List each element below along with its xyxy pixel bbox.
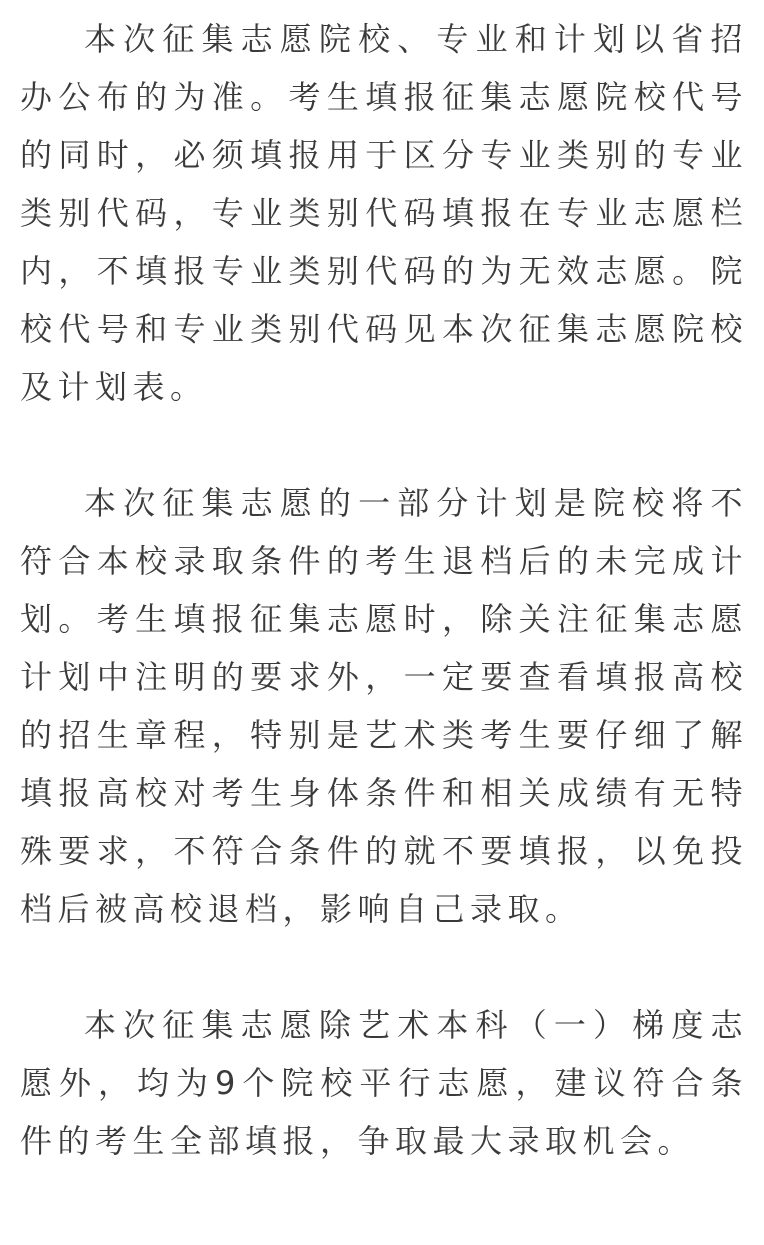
article-body	[20, 10, 748, 1170]
paragraph-parallel-choices: 本次征集志愿除艺术本科（一）梯度志愿外，均为9个院校平行志愿，建议符合条件的考生全部填报，争取最大录取机会。	[20, 1006, 748, 1160]
paragraph-remaining-quota: 本次征集志愿的一部分计划是院校将不符合本校录取条件的考生退档后的未完成计划。考生填报征集志愿时，除关注征集志愿计划中注明的要求外，一定要查看填报高校的招生章程，特别是艺术类考生要仔细了解填报高校对考生身体条件和相关成绩有无特殊要求，不符合条件的就不要填报，以免投档后被高校退档，影响自己录取。	[20, 484, 748, 928]
paragraph-college-codes: 本次征集志愿院校、专业和计划以省招办公布的为准。考生填报征集志愿院校代号的同时，必须填报用于区分专业类别的专业类别代码，专业类别代码填报在专业志愿栏内，不填报专业类别代码的为无效志愿。院校代号和专业类别代码见本次征集志愿院校及计划表。	[20, 20, 748, 406]
